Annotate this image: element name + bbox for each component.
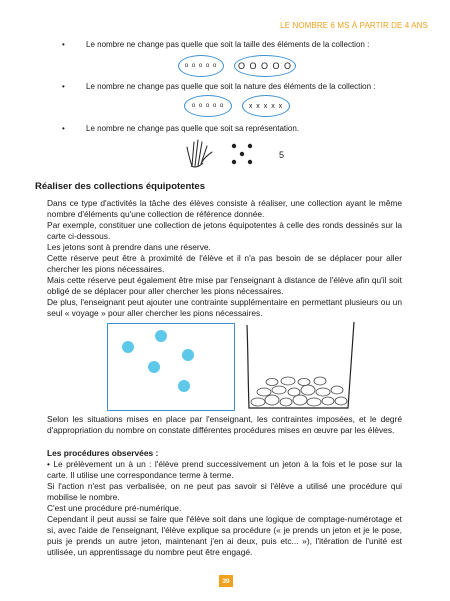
intro-paragraphs — [47, 198, 402, 319]
token-circle — [155, 330, 167, 342]
running-head: LE NOMBRE 6 MS À PARTIR DE 4 ANS — [280, 21, 428, 30]
bullet-dot: • — [62, 40, 65, 49]
paragraph: De plus, l'enseignant peut ajouter une contrainte supplémentaire en permettant plusieurs ou un seul « voyage » pour aller chercher les pions nécessaires. — [47, 297, 402, 318]
bullet-3 — [62, 124, 299, 133]
paragraph: Mais cette réserve peut également être mise par l'enseignant à distance de l'élève afin qu'il soit obligé de se déplacer pour aller chercher les pions nécessaires. — [47, 275, 402, 296]
paragraph: Les jetons sont à prendre dans une réserve. — [47, 242, 211, 252]
paragraph: Dans ce type d'activités la tâche des élèves consiste à réaliser, une collection ayant le même nombre d'éléments qu'une collection de référence donnée. — [47, 198, 402, 219]
token-circle — [178, 380, 190, 392]
crosses-collection — [242, 95, 290, 117]
procedures-heading: Les procédures observées : — [47, 448, 159, 458]
token-reserve-bowl — [244, 320, 356, 412]
bullet-1 — [62, 40, 369, 49]
token-circle — [148, 361, 160, 373]
procedure-line: Cependant il peut aussi se faire que l'élève soit dans une logique de comptage-numérotage et si, avec l'aide de l'enseignant, l'élève explique sa procédure (« je prends un jeton et je le pose, puis je prends un autre jeton, maintenant j'en ai deux, puis etc... »), l'itération de l'unité est utilisée, un apprentissage du nombre peut être engagé. — [47, 514, 402, 557]
dice-five-dots — [230, 142, 256, 166]
small-circles-label: o o o o o — [184, 63, 218, 69]
procedures-section — [47, 448, 402, 558]
section-title: Réaliser des collections équipotentes — [35, 181, 205, 192]
bullet-1-text: Le nombre ne change pas quelle que soit la taille des éléments de la collection : — [86, 40, 370, 49]
hand-five-fingers-icon — [186, 138, 214, 168]
paragraph: Selon les situations mises en place par l'enseignant, les contraintes imposées, et le degré d'appropriation du nombre on constate différentes procédures mises en œuvre par les élèves. — [47, 414, 402, 435]
paragraph: Cette réserve peut être à proximité de l'élève et il n'a pas besoin de se déplacer pour aller chercher les pions nécessaires. — [47, 253, 402, 274]
circles-collection — [184, 95, 232, 117]
bullet-2 — [62, 82, 376, 91]
token-circle — [122, 341, 134, 353]
token-circle — [182, 349, 194, 361]
bullet-dot: • — [62, 124, 65, 133]
small-circles-collection — [178, 55, 224, 77]
procedure-line: C'est une procédure pré-numérique. — [47, 503, 182, 513]
big-circles-collection — [234, 55, 296, 77]
circles-label: o o o o o — [191, 103, 225, 109]
bullet-2-text: Le nombre ne change pas quelle que soit la nature des éléments de la collection : — [86, 82, 376, 91]
page-number: 39 — [219, 575, 233, 587]
crosses-label: x x x x x — [248, 102, 284, 110]
procedure-line: • Le prélèvement un à un : l'élève prend successivement un jeton à la fois et le pose sur la carte. Il utilise une correspondance terme à terme. — [47, 459, 402, 480]
digit-five: 5 — [279, 150, 285, 160]
procedure-line: Si l'action n'est pas verbalisée, on ne peut pas savoir si l'élève a utilisé une procédure qui mobilise le nombre. — [47, 481, 402, 502]
bullet-dot: • — [62, 82, 65, 91]
bullet-3-text: Le nombre ne change pas quelle que soit sa représentation. — [86, 124, 300, 133]
big-circles-label: O O O O O — [237, 61, 292, 71]
observation-paragraph — [47, 414, 402, 436]
paragraph: Par exemple, constituer une collection de jetons équipotentes à celle des ronds dessinés sur la carte ci-dessous. — [47, 220, 402, 241]
reference-card — [107, 323, 235, 411]
